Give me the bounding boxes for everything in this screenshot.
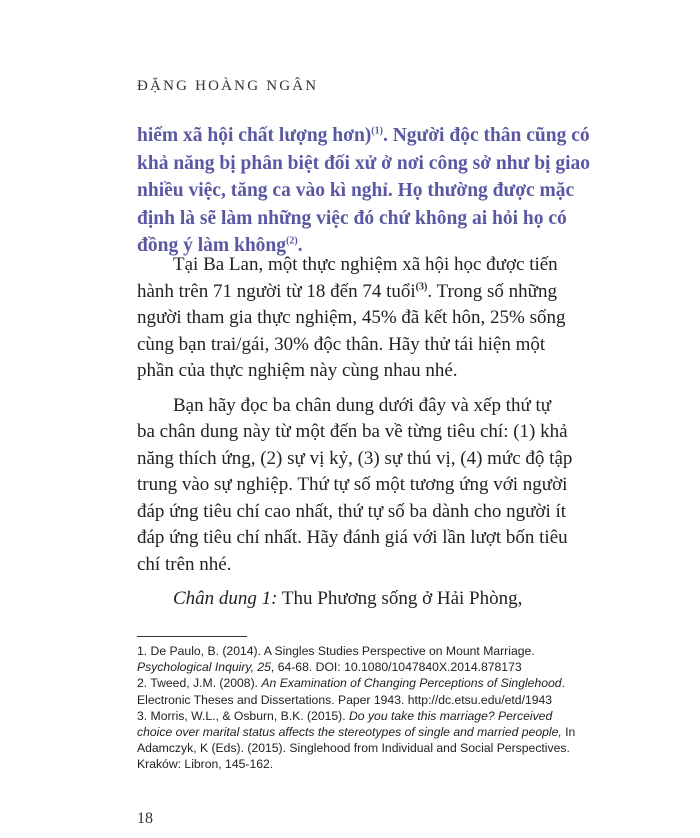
text-line: Tại Ba Lan, một thực nghiệm xã hội học được tiến: [173, 254, 558, 275]
lead-paragraph: [137, 122, 590, 260]
lead-line: khả năng bị phân biệt đối xử ở nơi công sở như bị giao: [137, 152, 590, 174]
footnote-2: 2. Tweed, J.M. (2008). An Examination of Changing Perceptions of Singlehood.: [137, 676, 565, 691]
footnote-2-cont: Electronic Theses and Dissertations. Paper 1943. http://dc.etsu.edu/etd/1943: [137, 692, 553, 707]
footnote-ref[interactable]: (2): [286, 235, 298, 247]
footnote-3-cont: Adamczyk, K (Eds). (2015). Singlehood from Individual and Social Perspectives.: [137, 741, 570, 756]
paragraph-portrait-1: [137, 586, 577, 613]
lead-line: đồng ý làm không$^{(2)}$.: [137, 235, 303, 256]
footnote-3-cont: choice over marital status affects the stereotypes of single and married people, In: [137, 725, 576, 740]
text-line: chí trên nhé.: [137, 553, 232, 575]
lead-line: định là sẽ làm những việc đó chứ không ai hỏi họ có: [137, 207, 567, 229]
text-line: trung vào sự nghiệp. Thứ tự số một tương ứng với người: [137, 474, 568, 495]
text-line: đáp ứng tiêu chí nhất. Hãy đánh giá với lần lượt bốn tiêu: [137, 527, 568, 548]
footnote-ref[interactable]: (1): [371, 125, 383, 137]
footnote-ref[interactable]: (3): [415, 281, 428, 293]
lead-line: hiểm xã hội chất lượng hơn)$^{(1)}$. Người độc thân cũng có: [137, 125, 590, 146]
footnote-1: 1. De Paulo, B. (2014). A Singles Studies Perspective on Mount Marriage.: [137, 644, 535, 658]
text-line: người tham gia thực nghiệm, 45% đã kết hôn, 25% sống: [137, 307, 566, 328]
lead-line: nhiều việc, tăng ca vào kì nghỉ. Họ thường được mặc: [137, 180, 575, 201]
footnotes: [137, 643, 577, 773]
text-line: hành trên 71 người từ 18 đến 74 tuổi$^{(3)}$. Trong số những: [137, 280, 557, 302]
portrait-label: Chân dung 1:: [173, 588, 278, 609]
running-header: ĐẶNG HOÀNG NGÂN: [137, 78, 319, 94]
footnote-1-cont: Psychological Inquiry, 25, 64-68. DOI: 10.1080/1047840X.2014.878173: [137, 660, 522, 675]
text-line: Bạn hãy đọc ba chân dung dưới đây và xếp thứ tự: [173, 394, 552, 416]
body-text: [137, 252, 577, 621]
paragraph-poland-experiment: [137, 252, 577, 385]
footnote-divider: [137, 636, 247, 637]
text-line: năng thích ứng, (2) sự vị kỷ, (3) sự thú vị, (4) mức độ tập: [137, 447, 573, 469]
text-line: cùng bạn trai/gái, 30% độc thân. Hãy thử tái hiện một: [137, 333, 546, 355]
text-line: phần của thực nghiệm này cùng nhau nhé.: [137, 360, 458, 381]
footnote-3: 3. Morris, W.L., & Osburn, B.K. (2015). Do you take this marriage? Perceived: [137, 708, 553, 723]
text-line: đáp ứng tiêu chí cao nhất, thứ tự số ba dành cho người ít: [137, 500, 567, 522]
footnote-3-cont: Kraków: Libron, 145-162.: [137, 757, 274, 772]
page-number: 18: [137, 810, 153, 827]
paragraph-instructions: [137, 393, 577, 579]
text-line: Chân dung 1: Thu Phương sống ở Hải Phòng,: [173, 588, 523, 609]
text-line: ba chân dung này từ một đến ba về từng tiêu chí: (1) khả: [137, 421, 568, 442]
